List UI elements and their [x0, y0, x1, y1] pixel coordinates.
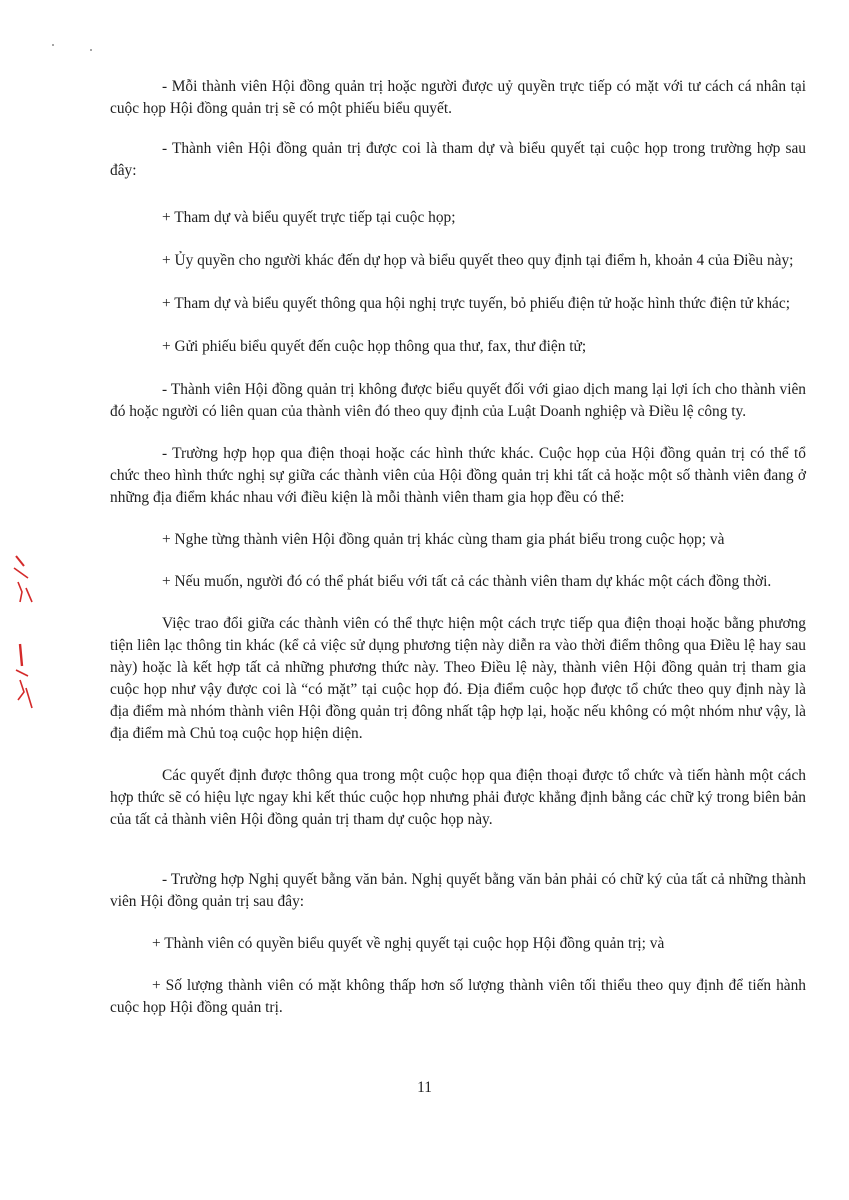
paragraph-5: + Tham dự và biểu quyết thông qua hội nghị trực tuyến, bỏ phiếu điện tử hoặc hình thức điện tử khác;: [162, 295, 790, 312]
paragraph-4: + Ủy quyền cho người khác đến dự họp và biểu quyết theo quy định tại điểm h, khoản 4 của Điều này;: [162, 252, 794, 269]
paragraph-3: + Tham dự và biểu quyết trực tiếp tại cuộc họp;: [162, 209, 456, 226]
scan-speck: [52, 44, 54, 46]
red-margin-mark: [10, 552, 36, 608]
paragraph-1: - Mỗi thành viên Hội đồng quản trị hoặc người được uỷ quyền trực tiếp có mặt với tư cách cá nhân tại cuộc họp Hội đồng quản trị sẽ có một phiếu biểu quyết.: [110, 78, 806, 117]
scan-speck: [90, 49, 92, 51]
red-stroke-mark-icon: [10, 552, 36, 608]
paragraph-10: + Nếu muốn, người đó có thể phát biểu với tất cả các thành viên tham dự khác một cách đồng thời.: [162, 573, 772, 590]
paragraph-9: + Nghe từng thành viên Hội đồng quản trị khác cùng tham gia phát biểu trong cuộc họp; và: [162, 531, 725, 548]
paragraph-13: - Trường hợp Nghị quyết bằng văn bản. Nghị quyết bằng văn bản phải có chữ ký của tất cả những thành viên Hội đồng quản trị sau đây:: [110, 871, 806, 910]
paragraph-8: - Trường hợp họp qua điện thoại hoặc các hình thức khác. Cuộc họp của Hội đồng quản trị có thể tổ chức theo hình thức nghị sự giữa các thành viên của Hội đồng quản trị khi tất cả hoặc một số thành viên đang ở những địa điểm khác nhau với điều kiện là mỗi thành viên tham gia họp đều có thể:: [110, 445, 806, 506]
red-stroke-mark-icon: [10, 640, 36, 712]
paragraph-2: - Thành viên Hội đồng quản trị được coi là tham dự và biểu quyết tại cuộc họp trong trường hợp sau đây:: [110, 140, 806, 179]
paragraph-15: + Số lượng thành viên có mặt không thấp hơn số lượng thành viên tối thiểu theo quy định để tiến hành cuộc họp Hội đồng quản trị.: [110, 977, 806, 1016]
paragraph-7: - Thành viên Hội đồng quản trị không được biểu quyết đối với giao dịch mang lại lợi ích cho thành viên đó hoặc người có liên quan của thành viên đó theo quy định của Luật Doanh nghiệp và Điều lệ công ty.: [110, 381, 806, 420]
red-margin-mark: [10, 640, 36, 712]
document-body: [110, 76, 806, 1019]
paragraph-11: Việc trao đổi giữa các thành viên có thể thực hiện một cách trực tiếp qua điện thoại hoặc bằng phương tiện liên lạc thông tin khác (kể cả việc sử dụng phương tiện này diễn ra vào thời điểm thông qua Điều lệ hay sau này) hoặc là kết hợp tất cả những phương thức này. Theo Điều lệ này, thành viên Hội đồng quản trị tham gia cuộc họp như vậy được coi là “có mặt” tại cuộc họp đó. Địa điểm cuộc họp được tổ chức theo quy định này là địa điểm mà nhóm thành viên Hội đồng quản trị đông nhất tập hợp lại, hoặc nếu không có một nhóm như vậy, là địa điểm mà Chủ toạ cuộc họp hiện diện.: [110, 615, 806, 742]
paragraph-14: + Thành viên có quyền biểu quyết về nghị quyết tại cuộc họp Hội đồng quản trị; và: [152, 935, 665, 952]
page-number: 11: [417, 1079, 432, 1096]
paragraph-6: + Gửi phiếu biểu quyết đến cuộc họp thông qua thư, fax, thư điện tử;: [162, 338, 587, 355]
paragraph-12: Các quyết định được thông qua trong một cuộc họp qua điện thoại được tổ chức và tiến hành một cách hợp thức sẽ có hiệu lực ngay khi kết thúc cuộc họp nhưng phải được khẳng định bằng các chữ ký trong biên bản của tất cả thành viên Hội đồng quản trị tham dự cuộc họp này.: [110, 767, 806, 828]
